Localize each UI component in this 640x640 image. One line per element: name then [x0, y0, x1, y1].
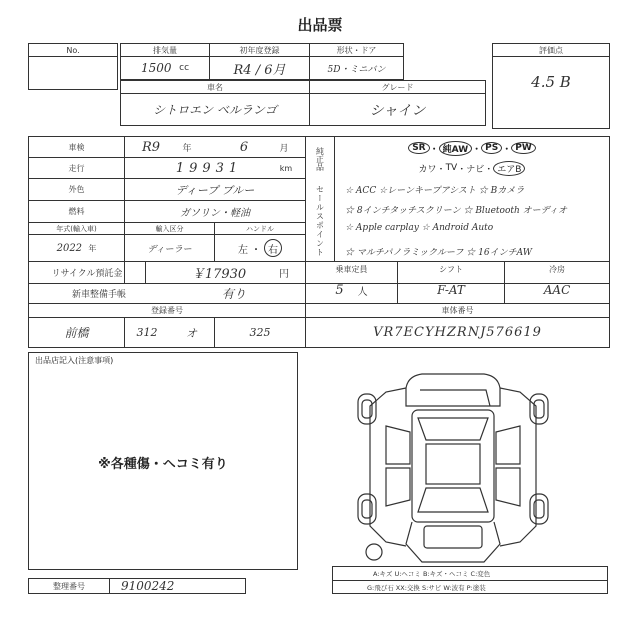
equip-airbag: エアB	[493, 161, 525, 176]
capacity-label: 乗車定員	[335, 264, 368, 274]
sales-point-4: ☆ マルチパノラミックルーフ ☆ 16インチAW	[345, 248, 532, 258]
equipment-row-2: カワ ・ TV ・ ナビ ・ エアB	[335, 159, 609, 177]
equip-navi: ナビ	[466, 164, 485, 175]
model-year-value: 2022 年	[56, 242, 97, 254]
registration-number: 325	[249, 326, 271, 339]
car-damage-diagram	[350, 366, 556, 566]
maintenance-value: 有り	[221, 287, 246, 301]
equip-sr: SR	[408, 142, 429, 154]
displacement-value: 1500 cc	[140, 61, 190, 75]
import-class-label: 輸入区分	[155, 224, 184, 233]
mileage-unit: km	[279, 163, 293, 173]
legend-line-1: A:キズ U:ヘコミ B:キズ・ヘコミ C:変色	[373, 570, 491, 578]
no-label: No.	[66, 45, 80, 55]
equip-ps: PS	[481, 142, 502, 154]
inspection-era: R9	[141, 139, 161, 155]
damage-legend	[332, 566, 608, 594]
registration-label: 登録番号	[151, 306, 183, 315]
first-reg-label: 初年度登録	[239, 45, 280, 55]
vin-value: VR7ECYHZRNJ576619	[373, 325, 542, 340]
recycle-label: リサイクル預託金	[51, 269, 123, 279]
ac-value: AAC	[543, 283, 571, 297]
car-name-label: 車名	[207, 82, 223, 92]
maintenance-label: 新車整備手帳	[71, 290, 126, 300]
equip-tv: TV	[445, 163, 458, 173]
notes-text: ※各種傷・ヘコミ有り	[98, 457, 228, 472]
import-class-value: ディーラー	[147, 244, 192, 255]
spec-grid	[28, 136, 610, 348]
inspection-year-unit: 年	[182, 143, 192, 154]
inspection-label: 車検	[68, 142, 85, 152]
first-reg-value: R4 / 6月	[233, 62, 286, 78]
vin-label: 車体番号	[441, 306, 474, 315]
rating-box	[492, 43, 610, 129]
fuel-value: ガソリン・軽油	[180, 208, 250, 219]
registration-area: 前橋	[64, 326, 89, 340]
grade-label: グレード	[381, 82, 414, 92]
handle-right-circled: 右	[264, 239, 282, 257]
handle-label: ハンドル	[246, 224, 274, 233]
control-box	[28, 578, 246, 594]
rating-value: 4.5 B	[531, 73, 571, 91]
form-title: 出品票	[297, 16, 343, 34]
registration-class: 312	[136, 326, 158, 339]
mileage-value: 19931	[175, 160, 243, 176]
car-name-value: シトロエン ベルランゴ	[153, 103, 277, 117]
header-grid	[120, 43, 404, 80]
sales-point-label: セールスポイント	[315, 185, 325, 257]
notes-label: 出品店記入(注意事項)	[35, 356, 114, 365]
equip-aw: 純AW	[439, 141, 473, 156]
fuel-label: 燃料	[68, 207, 85, 216]
equipment-row-1: SR ・ 純AW ・ PS ・ PW	[335, 139, 609, 157]
year-import-label: 年式(輸入車)	[56, 224, 97, 233]
recycle-unit: 円	[279, 269, 289, 280]
control-label: 整理番号	[53, 581, 85, 591]
mileage-label: 走行	[68, 163, 85, 173]
body-type-value: 5D・ミニバン	[327, 64, 386, 75]
shift-label: シフト	[439, 264, 463, 274]
equip-pw: PW	[511, 142, 536, 154]
car-name-grid	[120, 80, 486, 126]
equipment-label: 純正品	[315, 147, 325, 171]
displacement-label: 排気量	[153, 45, 177, 55]
exterior-color-value: ディープ ブルー	[175, 183, 255, 197]
control-value: 9100242	[121, 579, 175, 593]
handle-value: 左 ・ 右	[215, 235, 305, 261]
shift-value: F-AT	[437, 283, 465, 297]
sales-point-3: ☆ Apple carplay ☆ Android Auto	[345, 223, 494, 233]
equip-leather: カワ	[418, 164, 437, 175]
ac-label: 冷房	[549, 264, 565, 274]
inspection-month: 6	[239, 139, 249, 155]
body-type-label: 形状・ドア	[336, 45, 377, 55]
notes-box	[28, 352, 298, 570]
grade-value: シャイン	[369, 102, 426, 119]
capacity-value: 5 人	[335, 282, 368, 298]
legend-line-2: G:飛び石 XX:交換 S:サビ W:波有 P:塗装	[367, 584, 486, 592]
registration-kana: オ	[186, 326, 197, 340]
inspection-month-unit: 月	[279, 143, 289, 154]
recycle-value: ￥17930	[191, 267, 247, 282]
rating-label: 評価点	[539, 45, 563, 55]
sales-point-1: ☆ ACC ☆レーンキープアシスト ☆ Bカメラ	[345, 186, 525, 196]
sales-point-2: ☆ 8インチタッチスクリーン ☆ Bluetooth オーディオ	[345, 206, 567, 216]
exterior-color-label: 外色	[68, 185, 85, 194]
no-box	[28, 43, 118, 90]
